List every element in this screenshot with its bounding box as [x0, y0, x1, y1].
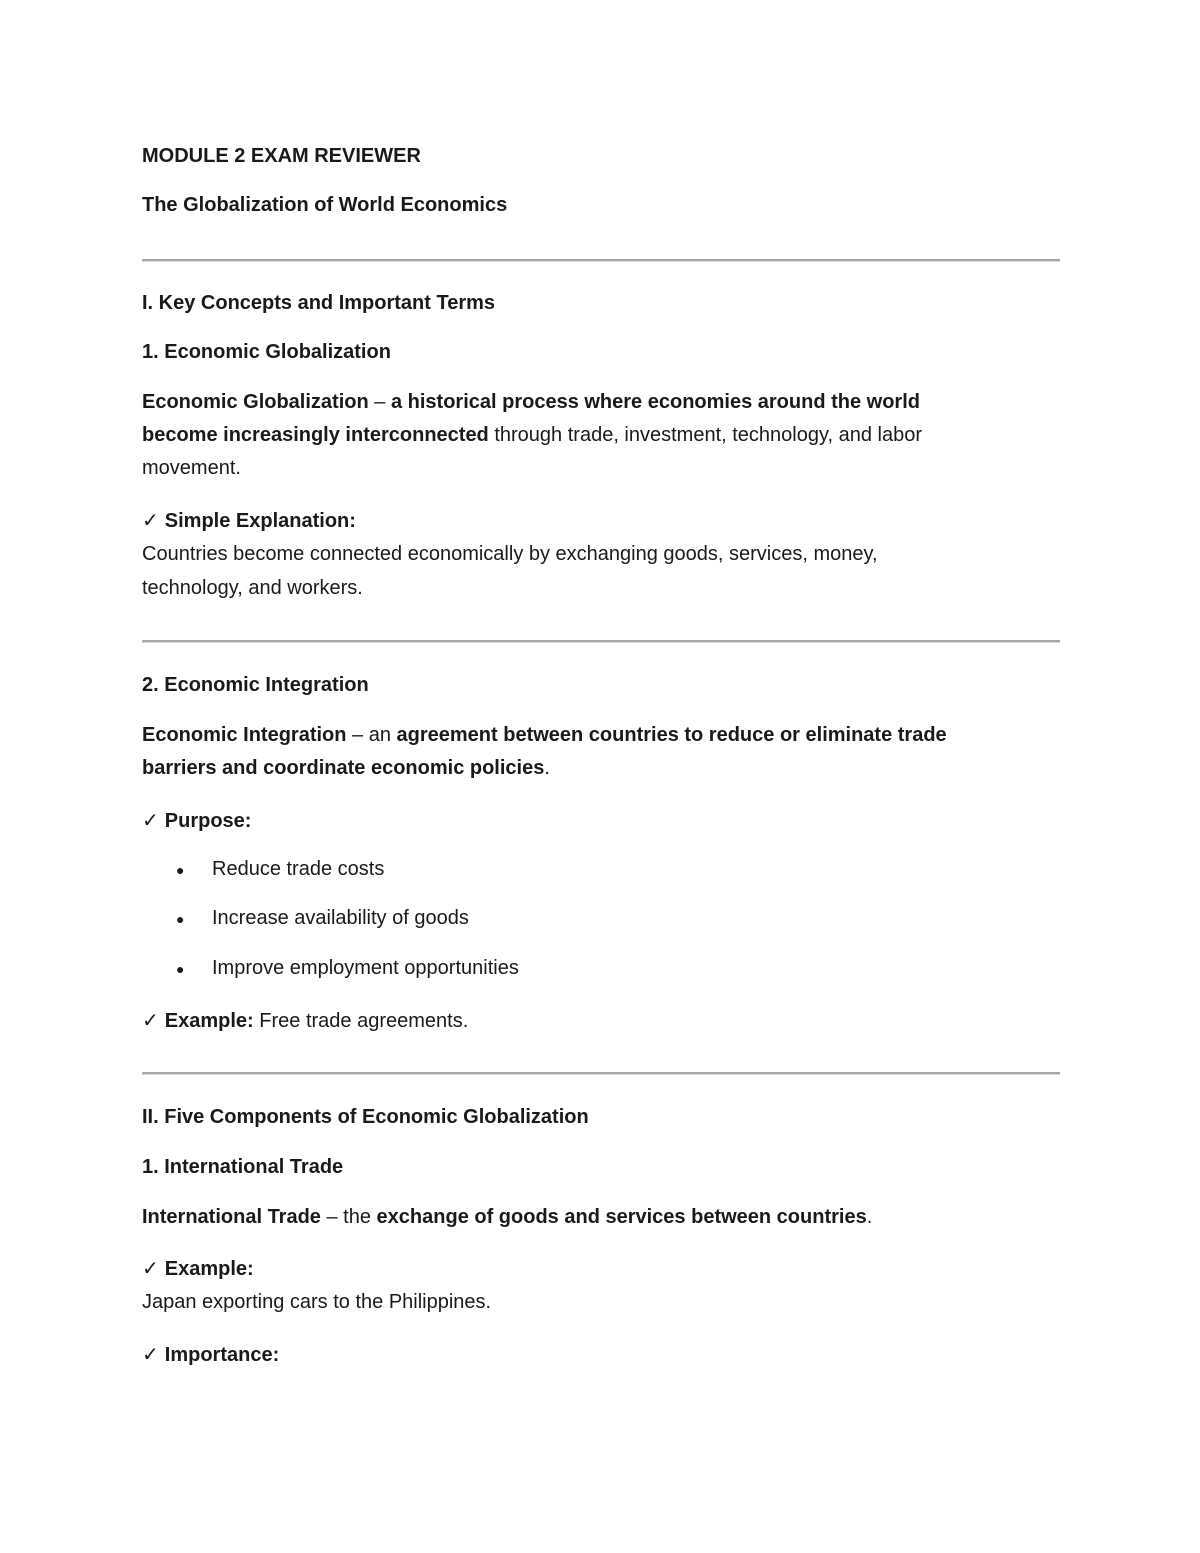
- label-text: Example:: [164, 1258, 254, 1280]
- definition-international-trade: [142, 1205, 872, 1229]
- divider: [142, 259, 1060, 262]
- definition-economic-integration-line2: [142, 756, 550, 780]
- definition-bold: become increasingly interconnected: [142, 424, 489, 446]
- definition-economic-globalization-line1: [142, 390, 920, 414]
- section-heading-key-concepts: I. Key Concepts and Important Terms: [142, 292, 496, 314]
- term: Economic Globalization: [142, 391, 369, 413]
- example-international-trade: Japan exporting cars to the Philippines.: [142, 1291, 492, 1313]
- divider: [142, 640, 1060, 643]
- bullet-icon: ●: [176, 911, 185, 927]
- document-title: MODULE 2 EXAM REVIEWER: [142, 145, 421, 167]
- check-icon: ✓: [142, 1008, 159, 1032]
- definition-text: through trade, investment, technology, and labor: [488, 424, 923, 446]
- bullet-icon: ●: [176, 961, 185, 977]
- definition-bold: exchange of goods and services between countries: [376, 1206, 867, 1228]
- example-text: Free trade agreements.: [253, 1010, 469, 1032]
- definition-economic-integration-line1: [142, 723, 947, 747]
- term: International Trade: [142, 1206, 321, 1228]
- check-icon: ✓: [142, 1342, 159, 1366]
- example-economic-integration: [142, 1008, 468, 1033]
- simple-explanation-label: [142, 508, 356, 533]
- check-icon: ✓: [142, 1256, 159, 1280]
- divider: [142, 1072, 1060, 1075]
- dash: –: [368, 391, 391, 413]
- definition-economic-globalization-line2: [142, 423, 922, 447]
- bullet-icon: ●: [176, 862, 185, 878]
- subheading-economic-globalization: 1. Economic Globalization: [142, 341, 391, 363]
- list-item: Increase availability of goods: [212, 907, 469, 929]
- simple-explanation-line2: technology, and workers.: [142, 577, 363, 599]
- dash: – an: [346, 724, 397, 746]
- label-text: Example:: [164, 1010, 254, 1032]
- label-text: Importance:: [164, 1344, 280, 1366]
- importance-label: [142, 1342, 279, 1367]
- definition-text: .: [866, 1206, 873, 1228]
- dash: – the: [320, 1206, 377, 1228]
- subheading-international-trade: 1. International Trade: [142, 1156, 344, 1178]
- label-text: Purpose:: [164, 810, 252, 832]
- purpose-label: [142, 808, 251, 833]
- example-label: [142, 1256, 254, 1281]
- check-icon: ✓: [142, 508, 159, 532]
- simple-explanation-line1: Countries become connected economically by exchanging goods, services, money,: [142, 543, 878, 565]
- definition-bold: barriers and coordinate economic policies: [142, 757, 545, 779]
- list-item: Improve employment opportunities: [212, 957, 519, 979]
- list-item: Reduce trade costs: [212, 858, 385, 880]
- document-subtitle: The Globalization of World Economics: [142, 194, 508, 216]
- definition-bold: agreement between countries to reduce or eliminate trade: [396, 724, 947, 746]
- check-icon: ✓: [142, 808, 159, 832]
- section-heading-five-components: II. Five Components of Economic Globalization: [142, 1106, 589, 1128]
- subheading-economic-integration: 2. Economic Integration: [142, 674, 369, 696]
- definition-economic-globalization-line3: movement.: [142, 457, 241, 479]
- label-text: Simple Explanation:: [164, 510, 356, 532]
- term: Economic Integration: [142, 724, 347, 746]
- definition-text: .: [544, 757, 550, 779]
- definition-bold: a historical process where economies around the world: [390, 391, 920, 413]
